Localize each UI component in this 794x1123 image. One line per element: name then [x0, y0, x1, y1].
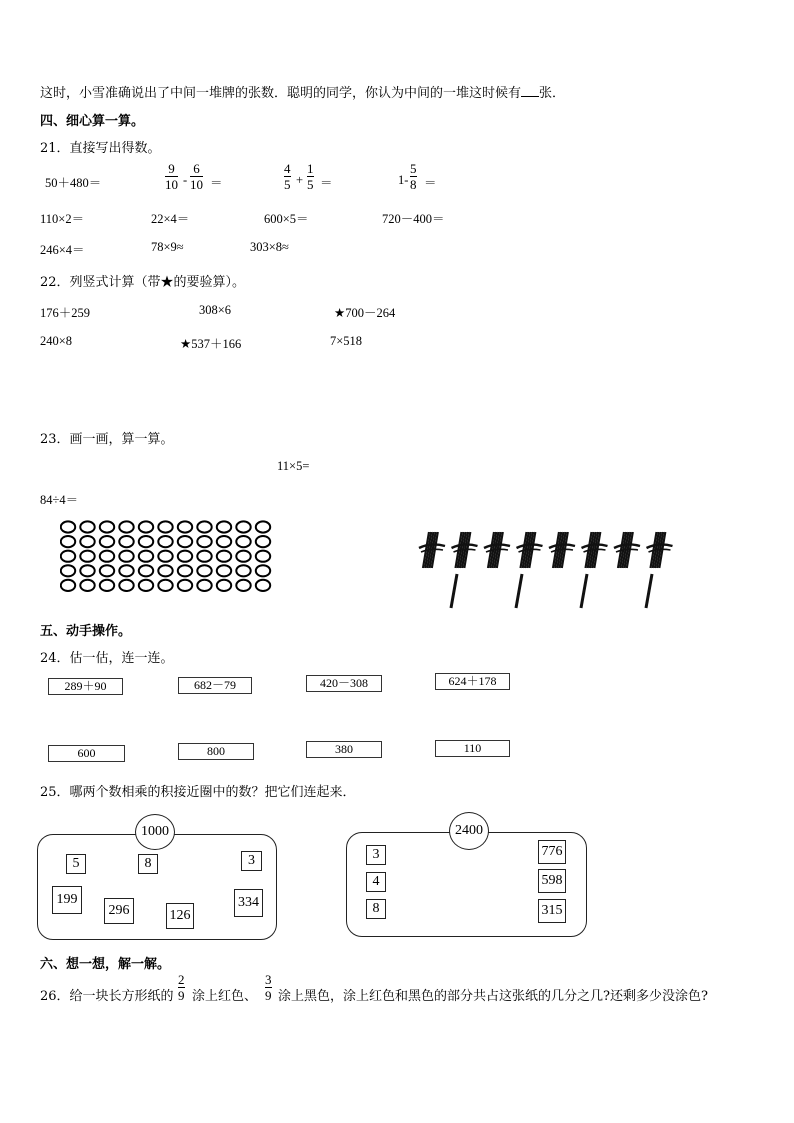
oval [119, 580, 133, 591]
fraction: 1 5 [307, 161, 314, 192]
oval [61, 521, 75, 532]
oval [100, 580, 114, 591]
number-box[interactable]: 296 [104, 898, 134, 924]
stick-bundle-icon [647, 532, 673, 568]
q26-text: 26．给一块长方形纸的 [40, 989, 174, 1004]
fraction: 4 5 [284, 161, 291, 192]
oval [119, 536, 133, 547]
estimate-box[interactable]: 800 [178, 743, 254, 760]
target-circle: 1000 [135, 814, 175, 850]
q22-expr-2: 308×6 [199, 303, 232, 317]
number-box[interactable]: 315 [538, 899, 566, 923]
q22-expr-4: 240×8 [40, 334, 73, 348]
q21-expr-r2-4: 720－400＝ [382, 212, 445, 226]
q21-title: 21．直接写出得数。 [40, 141, 161, 156]
oval [158, 565, 172, 576]
q22-expr-1: 176＋259 [40, 306, 91, 320]
single-stick-icon [646, 574, 652, 608]
equals: ＝ [424, 176, 437, 190]
oval [197, 565, 211, 576]
oval [158, 536, 172, 547]
number-box[interactable]: 598 [538, 869, 566, 893]
q26-text-3: 涂上黑色，涂上红色和黑色的部分共占这张纸的几分之几?还剩多少没涂色? [278, 989, 708, 1004]
estimate-box[interactable]: 600 [48, 745, 125, 762]
number-box[interactable]: 776 [538, 840, 566, 864]
oval [80, 536, 94, 547]
oval [158, 521, 172, 532]
stick-bundle-icon [517, 532, 543, 568]
stick-bundle-icon [549, 532, 575, 568]
fraction: 3 9 [265, 972, 272, 1003]
oval [236, 580, 250, 591]
stick-bundle-icon [614, 532, 640, 568]
oval [217, 551, 231, 562]
oval [158, 580, 172, 591]
stick-bundles [415, 528, 685, 614]
oval [197, 580, 211, 591]
section-6-heading: 六、想一想，解一解。 [40, 957, 171, 972]
oval [256, 521, 270, 532]
oval [139, 521, 153, 532]
oval [80, 521, 94, 532]
oval [256, 551, 270, 562]
oval [119, 565, 133, 576]
number-box[interactable]: 126 [166, 903, 194, 929]
q23-expr-2: 84÷4＝ [40, 493, 79, 507]
fraction: 6 10 [190, 161, 203, 192]
estimate-box[interactable]: 110 [435, 740, 510, 757]
oval [119, 521, 133, 532]
oval [197, 551, 211, 562]
fraction: 9 10 [165, 161, 178, 192]
oval-grid [60, 518, 280, 604]
q25-title: 25．哪两个数相乘的积接近圈中的数？把它们连起来． [40, 785, 356, 800]
q21-expr-r2-1: 110×2＝ [40, 212, 85, 226]
number-box[interactable]: 334 [234, 889, 263, 917]
q22-title: 22．列竖式计算（带★的要验算）。 [40, 275, 246, 290]
oval [61, 536, 75, 547]
q23-expr-1: 11×5= [277, 459, 310, 473]
equals: ＝ [320, 176, 333, 190]
single-stick-icon [516, 574, 522, 608]
q21-expr-r3-3: 303×8≈ [250, 240, 289, 254]
oval [256, 565, 270, 576]
q21-expr-r3-1: 246×4＝ [40, 243, 85, 257]
oval [197, 536, 211, 547]
estimate-box[interactable]: 682－79 [178, 677, 252, 694]
section-4-heading: 四、细心算一算。 [40, 114, 145, 129]
oval [256, 536, 270, 547]
estimate-box[interactable]: 289＋90 [48, 678, 123, 695]
estimate-box[interactable]: 420－308 [306, 675, 382, 692]
oval [197, 521, 211, 532]
q21-expr-r2-3: 600×5＝ [264, 212, 309, 226]
oval [236, 565, 250, 576]
number-box[interactable]: 5 [66, 854, 86, 874]
q21-expr-1: 50＋480＝ [45, 176, 102, 190]
oval [139, 565, 153, 576]
oval [61, 551, 75, 562]
number-box[interactable]: 199 [52, 886, 82, 914]
stick-bundle-icon [419, 532, 445, 568]
number-box[interactable]: 3 [366, 845, 386, 865]
answer-blank[interactable] [521, 84, 539, 97]
oval [100, 565, 114, 576]
operator: + [296, 173, 304, 187]
q24-title: 24．估一估，连一连。 [40, 651, 174, 666]
oval [100, 536, 114, 547]
number-box[interactable]: 3 [241, 851, 262, 871]
oval [217, 580, 231, 591]
operand: 1- [398, 173, 409, 187]
single-stick-icon [451, 574, 457, 608]
stick-bundle-icon [484, 532, 510, 568]
q21-expr-r3-2: 78×9≈ [151, 240, 184, 254]
estimate-box[interactable]: 624＋178 [435, 673, 510, 690]
number-box[interactable]: 4 [366, 872, 386, 892]
oval [178, 521, 192, 532]
oval [158, 551, 172, 562]
q23-title: 23．画一画，算一算。 [40, 432, 174, 447]
oval [178, 565, 192, 576]
oval [217, 565, 231, 576]
oval [80, 580, 94, 591]
number-box[interactable]: 8 [138, 854, 158, 874]
target-circle: 2400 [449, 812, 489, 850]
fraction: 5 8 [410, 161, 417, 192]
stick-bundle-icon [452, 532, 478, 568]
oval [80, 565, 94, 576]
oval [80, 551, 94, 562]
oval [217, 521, 231, 532]
oval [217, 536, 231, 547]
section-5-heading: 五、动手操作。 [40, 624, 132, 639]
oval [236, 551, 250, 562]
oval [178, 536, 192, 547]
oval [178, 580, 192, 591]
oval [100, 551, 114, 562]
fraction: 2 9 [178, 972, 185, 1003]
equals: ＝ [210, 176, 223, 190]
oval [139, 551, 153, 562]
q26-text-2: 涂上红色、 [192, 989, 258, 1004]
oval [61, 565, 75, 576]
q22-expr-6: 7×518 [330, 334, 363, 348]
oval [178, 551, 192, 562]
oval [256, 580, 270, 591]
q22-expr-5: ★537＋166 [180, 337, 242, 351]
intro-line: 这时，小雪准确说出了中间一堆牌的张数．聪明的同学，你认为中间的一堆这时候有 张． [40, 86, 566, 101]
number-box[interactable]: 8 [366, 899, 386, 919]
oval [236, 536, 250, 547]
oval [100, 521, 114, 532]
oval [119, 551, 133, 562]
q22-expr-3: ★700－264 [334, 306, 396, 320]
operator: - [183, 173, 188, 187]
oval [236, 521, 250, 532]
oval [139, 536, 153, 547]
oval [61, 580, 75, 591]
q21-expr-r2-2: 22×4＝ [151, 212, 190, 226]
estimate-box[interactable]: 380 [306, 741, 382, 758]
stick-bundle-icon [582, 532, 608, 568]
oval [139, 580, 153, 591]
single-stick-icon [581, 574, 587, 608]
